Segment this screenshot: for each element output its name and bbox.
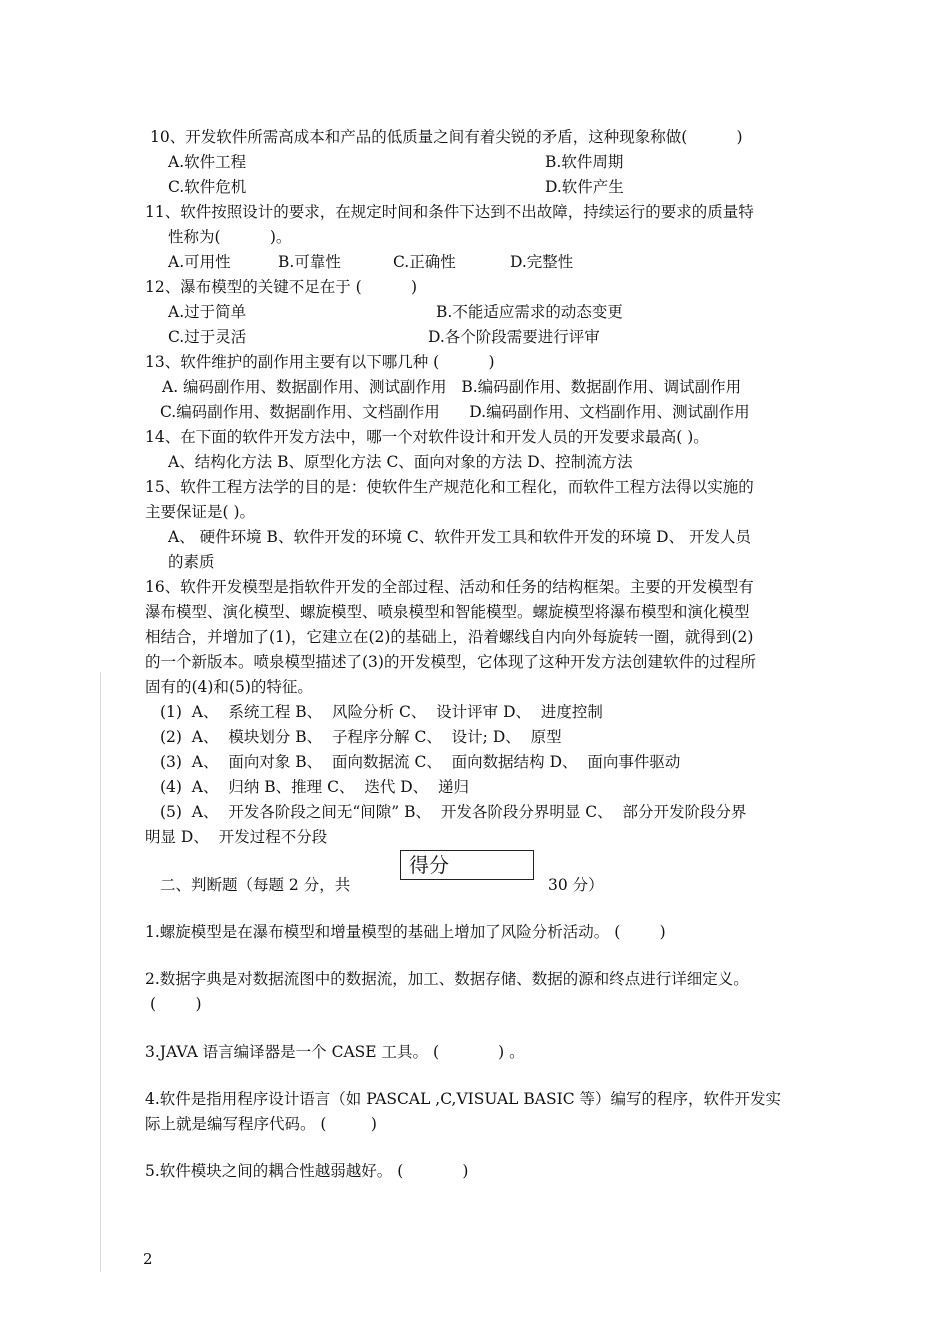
q16-stem-line1: 16、软件开发模型是指软件开发的全部过程、活动和任务的结构框架。主要的开发模型有: [145, 578, 754, 596]
q12-option-b: B.不能适应需求的动态变更: [436, 303, 623, 321]
q10-option-b: B.软件周期: [545, 153, 624, 171]
q14-stem: 14、在下面的软件开发方法中，哪一个对软件设计和开发人员的开发要求最高( )。: [145, 428, 709, 446]
q12-option-d: D.各个阶段需要进行评审: [428, 328, 600, 346]
q12-option-c: C.过于灵活: [168, 328, 247, 346]
tf-question-4-line1: 4.软件是指用程序设计语言（如 PASCAL ,C,VISUAL BASIC 等）编写的程序，软件开发实: [145, 1090, 782, 1108]
q11-option-a: A.可用性: [168, 253, 231, 271]
tf-question-4-line2: 际上就是编写程序代码。 ( ): [145, 1115, 377, 1133]
q10-option-d: D.软件产生: [545, 178, 624, 196]
q15-options-line2: 的素质: [168, 553, 215, 571]
q10-stem: 10、开发软件所需高成本和产品的低质量之间有着尖锐的矛盾，这种现象称做( ): [150, 128, 743, 146]
q16-stem-line5: 固有的(4)和(5)的特征。: [145, 678, 313, 696]
q16-stem-line2: 瀑布模型、演化模型、螺旋模型、喷泉模型和智能模型。螺旋模型将瀑布模型和演化模型: [145, 603, 750, 621]
q16-option-5-continued: 明显 D、 开发过程不分段: [145, 828, 328, 846]
score-box[interactable]: [400, 850, 534, 880]
tf-question-2-line1: 2.数据字典是对数据流图中的数据流，加工、数据存储、数据的源和终点进行详细定义。: [145, 970, 749, 988]
q11-option-b: B.可靠性: [278, 253, 341, 271]
tf-question-1: 1.螺旋模型是在瀑布模型和增量模型的基础上增加了风险分析活动。 ( ): [145, 923, 666, 941]
page-number: 2: [143, 1250, 153, 1268]
q16-option-3: (3) A、 面向对象 B、 面向数据流 C、 面向数据结构 D、 面向事件驱动: [160, 753, 681, 771]
q16-stem-line3: 相结合，并增加了(1)，它建立在(2)的基础上，沿着螺线自内向外每旋转一圈，就得到(2): [145, 628, 754, 646]
score-label: 得分: [409, 853, 449, 877]
q10-option-c: C.软件危机: [168, 178, 247, 196]
section2-total: 30 分）: [548, 876, 604, 894]
q11-option-d: D.完整性: [510, 253, 574, 271]
q15-stem-line2: 主要保证是( )。: [145, 503, 256, 521]
tf-question-5: 5.软件模块之间的耦合性越弱越好。 ( ): [145, 1162, 469, 1180]
q10-option-a: A.软件工程: [168, 153, 247, 171]
tf-question-2-line2: ( ): [150, 995, 202, 1013]
q11-stem-line2: 性称为( )。: [168, 228, 292, 246]
q16-option-1: (1) A、 系统工程 B、 风险分析 C、 设计评审 D、 进度控制: [160, 703, 603, 721]
q12-option-a: A.过于简单: [168, 303, 247, 321]
q15-options-line1: A、 硬件环境 B、软件开发的环境 C、软件开发工具和软件开发的环境 D、 开发人员: [168, 528, 752, 546]
q16-option-4: (4) A、 归纳 B、推理 C、 迭代 D、 递归: [160, 778, 470, 796]
q15-stem-line1: 15、软件工程方法学的目的是：使软件生产规范化和工程化，而软件工程方法得以实施的: [145, 478, 754, 496]
left-margin-rule: [100, 672, 101, 1272]
q13-options-ab: A. 编码副作用、数据副作用、测试副作用 B.编码副作用、数据副作用、调试副作用: [162, 378, 742, 396]
q13-stem: 13、软件维护的副作用主要有以下哪几种 ( ): [145, 353, 495, 371]
q13-options-cd: C.编码副作用、数据副作用、文档副作用 D.编码副作用、文档副作用、测试副作用: [160, 403, 750, 421]
q16-stem-line4: 的一个新版本。喷泉模型描述了(3)的开发模型，它体现了这种开发方法创建软件的过程所: [145, 653, 756, 671]
q12-stem: 12、瀑布模型的关键不足在于 ( ): [145, 278, 418, 296]
q16-option-5: (5) A、 开发各阶段之间无“间隙” B、 开发各阶段分界明显 C、 部分开发阶段分界: [160, 803, 747, 821]
q14-options: A、结构化方法 B、原型化方法 C、面向对象的方法 D、控制流方法: [168, 453, 633, 471]
q16-option-2: (2) A、 模块划分 B、 子程序分解 C、 设计; D、 原型: [160, 728, 562, 746]
q11-option-c: C.正确性: [393, 253, 456, 271]
q11-stem-line1: 11、软件按照设计的要求，在规定时间和条件下达到不出故障，持续运行的要求的质量特: [145, 203, 754, 221]
tf-question-3: 3.JAVA 语言编译器是一个 CASE 工具。 ( ) 。: [145, 1043, 525, 1061]
section2-heading: 二、判断题（每题 2 分，共: [160, 876, 351, 894]
